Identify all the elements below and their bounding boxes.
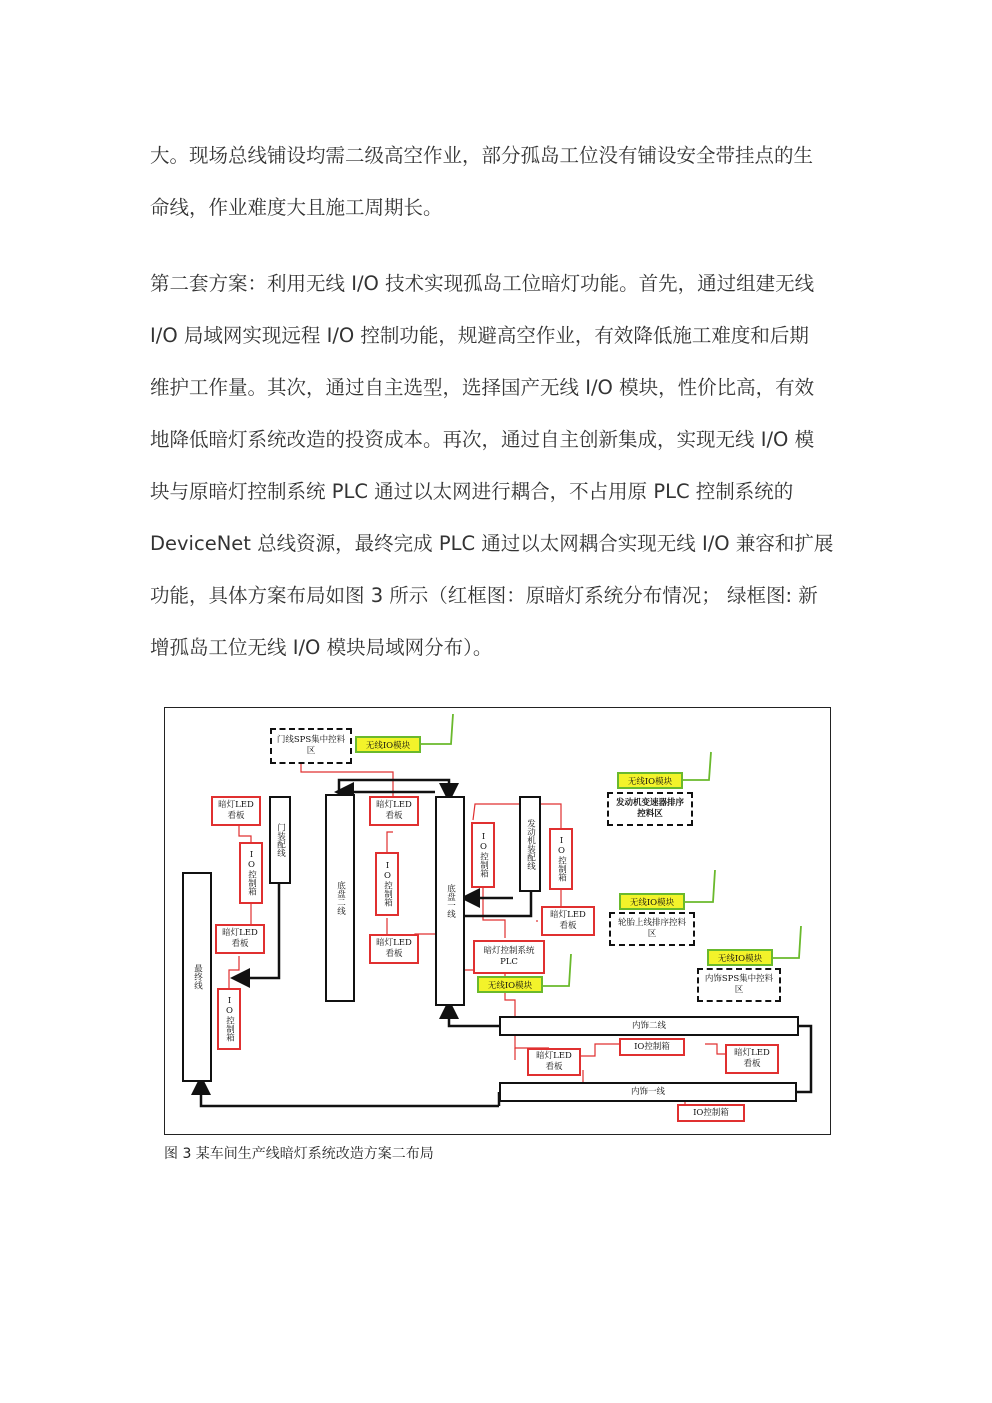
io-box-label: IO控制箱 xyxy=(478,832,489,878)
text-line: DeviceNet 总线资源，最终完成 PLC 通过以太网耦合实现无线 I/O 兼容和扩展 xyxy=(150,532,834,555)
layout-diagram xyxy=(164,707,831,1135)
interior-line-1 xyxy=(499,1082,797,1102)
text-line: 第二套方案：利用无线 I/O 技术实现孤岛工位暗灯功能。首先，通过组建无线 xyxy=(150,272,815,295)
andon-led-board xyxy=(369,796,419,826)
door-assembly-line xyxy=(269,796,291,884)
io-control-box xyxy=(677,1104,745,1122)
wireless-label: 无线IO模块 xyxy=(365,740,411,751)
text-line: 维护工作量。其次，通过自主选型，选择国产无线 I/O 模块，性价比高，有效 xyxy=(150,376,815,399)
io-control-box xyxy=(375,852,399,916)
chassis-line-1 xyxy=(435,796,465,1006)
interior1-label: 内饰一线 xyxy=(630,1086,665,1097)
wireless-io-module xyxy=(477,976,543,993)
andon-led-board xyxy=(541,906,595,936)
door-sps-zone xyxy=(270,728,352,764)
io-box-label: IO控制箱 xyxy=(246,850,257,896)
led-label: 暗灯LED看板 xyxy=(218,800,254,821)
led-label: 暗灯LED看板 xyxy=(376,938,412,959)
wireless-io-module xyxy=(619,893,685,910)
chassis-line-2 xyxy=(325,794,355,1002)
io-box-label: IO控制箱 xyxy=(224,996,235,1042)
io-control-box xyxy=(619,1038,685,1056)
text-line: 大。现场总线铺设均需二级高空作业，部分孤岛工位没有铺设安全带挂点的生 xyxy=(150,144,814,167)
io-control-box xyxy=(239,842,263,904)
text-line: 块与原暗灯控制系统 PLC 通过以太网进行耦合，不占用原 PLC 控制系统的 xyxy=(150,480,794,503)
io-box-label: IO控制箱 xyxy=(634,1041,670,1052)
io-control-box xyxy=(549,828,573,890)
final-line xyxy=(182,872,212,1082)
text-line: 命线，作业难度大且施工周期长。 xyxy=(150,196,443,219)
led-label: 暗灯LED看板 xyxy=(222,928,258,949)
interior-line-2 xyxy=(499,1016,799,1036)
led-label: 暗灯LED看板 xyxy=(536,1051,572,1072)
andon-led-board xyxy=(215,924,265,954)
wireless-label: 无线IO模块 xyxy=(627,776,673,787)
text-line: 增孤岛工位无线 I/O 模块局域网分布）。 xyxy=(150,636,493,659)
text-line: 功能，具体方案布局如图 3 所示（红框图：原暗灯系统分布情况； 绿框图: 新 xyxy=(150,584,818,607)
chassis1-label: 底盘一线 xyxy=(445,884,456,918)
wireless-label: 无线IO模块 xyxy=(629,897,675,908)
figure-caption: 图 3 某车间生产线暗灯系统改造方案二布局 xyxy=(164,1146,434,1162)
interior-sps-zone xyxy=(697,968,781,1002)
engine-zone-label: 发动机变速器排序控料区 xyxy=(615,798,684,819)
andon-led-board xyxy=(369,934,419,964)
andon-led-board xyxy=(211,796,261,826)
text-line: 地降低暗灯系统改造的投资成本。再次，通过自主创新集成，实现无线 I/O 模 xyxy=(150,428,815,451)
final-line-label: 最终线 xyxy=(192,964,203,990)
door-sps-label: 门线SPS集中控料区 xyxy=(276,735,346,756)
led-label: 暗灯LED看板 xyxy=(376,800,412,821)
io-box-label: IO控制箱 xyxy=(693,1107,729,1118)
door-line-label: 门装配线 xyxy=(275,823,286,857)
andon-led-board xyxy=(527,1048,581,1076)
io-box-label: IO控制箱 xyxy=(556,836,567,882)
paragraph-2 xyxy=(150,258,850,674)
tire-zone xyxy=(609,912,695,946)
engine-zone xyxy=(607,792,693,826)
led-label: 暗灯LED看板 xyxy=(550,910,586,931)
io-control-box xyxy=(217,988,241,1050)
andon-led-board xyxy=(725,1044,779,1074)
wireless-io-module xyxy=(617,772,683,789)
chassis2-label: 底盘二线 xyxy=(335,881,346,915)
engine-assembly-line xyxy=(519,796,541,892)
io-box-label: IO控制箱 xyxy=(382,861,393,907)
andon-plc xyxy=(473,940,545,974)
paragraph-1 xyxy=(150,130,850,234)
tire-zone-label: 轮胎上线排序控料区 xyxy=(617,918,686,939)
plc-label: 暗灯控制系统PLC xyxy=(483,946,535,967)
wireless-io-module xyxy=(355,736,421,753)
wireless-label: 无线IO模块 xyxy=(717,953,763,964)
led-label: 暗灯LED看板 xyxy=(734,1048,770,1069)
interior2-label: 内饰二线 xyxy=(631,1020,666,1031)
text-line: I/O 局域网实现远程 I/O 控制功能，规避高空作业，有效降低施工难度和后期 xyxy=(150,324,809,347)
wireless-label: 无线IO模块 xyxy=(487,980,533,991)
interior-sps-label: 内饰SPS集中控料区 xyxy=(704,974,774,995)
wireless-io-module xyxy=(707,949,773,966)
io-control-box xyxy=(471,822,495,888)
engine-line-label: 发动机装配线 xyxy=(525,818,536,870)
